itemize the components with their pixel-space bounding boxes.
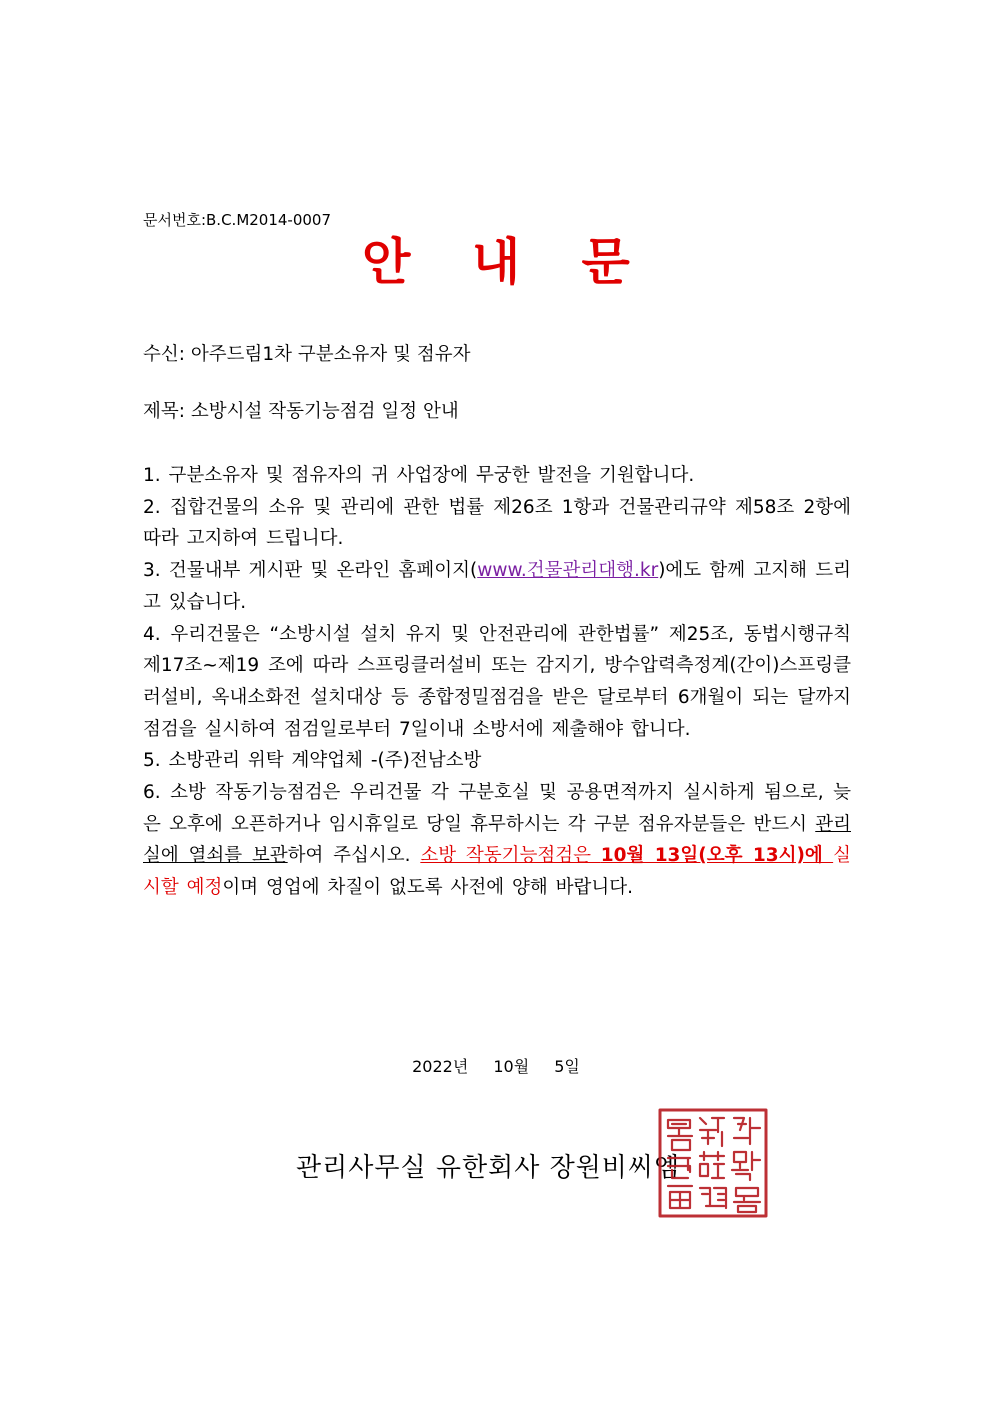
paragraph-6-text-a: 6. 소방 작동기능점검은 우리건물 각 구분호실 및 공용면적까지 실시하게 됨으로, 늦은 오후에 오픈하거나 임시휴일로 당일 휴무하시는 각 구분 점유자분들은 반드시	[143, 782, 851, 835]
inspection-date-emphasis: 10월 13일(오후 13시)에	[600, 845, 834, 867]
inspection-planned-red: 실시할 예정	[143, 845, 851, 899]
paragraph-3-text-a: 3. 건물내부 게시판 및 온라인 홈페이지(	[143, 560, 478, 582]
document-title: 안 내 문	[362, 233, 652, 291]
subject-line: 제목: 소방시설 작동기능점검 일정 안내	[143, 401, 459, 422]
paragraph-6-text-b: 하여 주십시오.	[287, 845, 421, 867]
paragraph-2: 2. 집합건물의 소유 및 관리에 관한 법률 제26조 1항과 건물관리규약 제58조 2항에 따라 고지하여 드립니다.	[143, 496, 851, 550]
body-text	[143, 460, 851, 904]
key-location-emphasis: 관리실에 열쇠를 보관	[143, 813, 851, 867]
homepage-link[interactable]: www.건물관리대행.kr	[477, 560, 659, 582]
paragraph-3-text-b: )에도 함께 고지해 드리고 있습니다.	[143, 560, 852, 613]
recipient-line: 수신: 아주드림1차 구분소유자 및 점유자	[143, 344, 471, 365]
company-seal-stamp	[658, 1108, 768, 1218]
paragraph-4: 4. 우리건물은 “소방시설 설치 유지 및 안전관리에 관한법률” 제25조, 동법시행규칙 제17조~제19 조에 따라 스프링클러설비 또는 감지기, 방수압력측정계(간이)스프링클러설비, 옥내소화전 설치대상 등 종합정밀점검을 받은 달로부터 6개월이 되는 달까지 점검을 실시하여 점검일로부터 7일이내 소방서에 제출해야 합니다.	[143, 623, 851, 740]
inspection-notice-red: 소방 작동기능점검은	[420, 845, 601, 867]
paragraph-1: 1. 구분소유자 및 점유자의 귀 사업장에 무궁한 발전을 기원합니다.	[143, 465, 695, 486]
paragraph-5: 5. 소방관리 위탁 계약업체 -(주)전남소방	[143, 750, 482, 772]
document-date: 2022년 10월 5일	[412, 1057, 580, 1076]
document-number: 문서번호:B.C.M2014-0007	[143, 211, 332, 229]
paragraph-6-text-c: 이며 영업에 차질이 없도록 사전에 양해 바랍니다.	[222, 877, 633, 899]
sender-name: 관리사무실 유한회사 장원비씨엠	[296, 1153, 681, 1183]
paragraph-3	[143, 555, 851, 618]
paragraph-6	[143, 777, 851, 904]
